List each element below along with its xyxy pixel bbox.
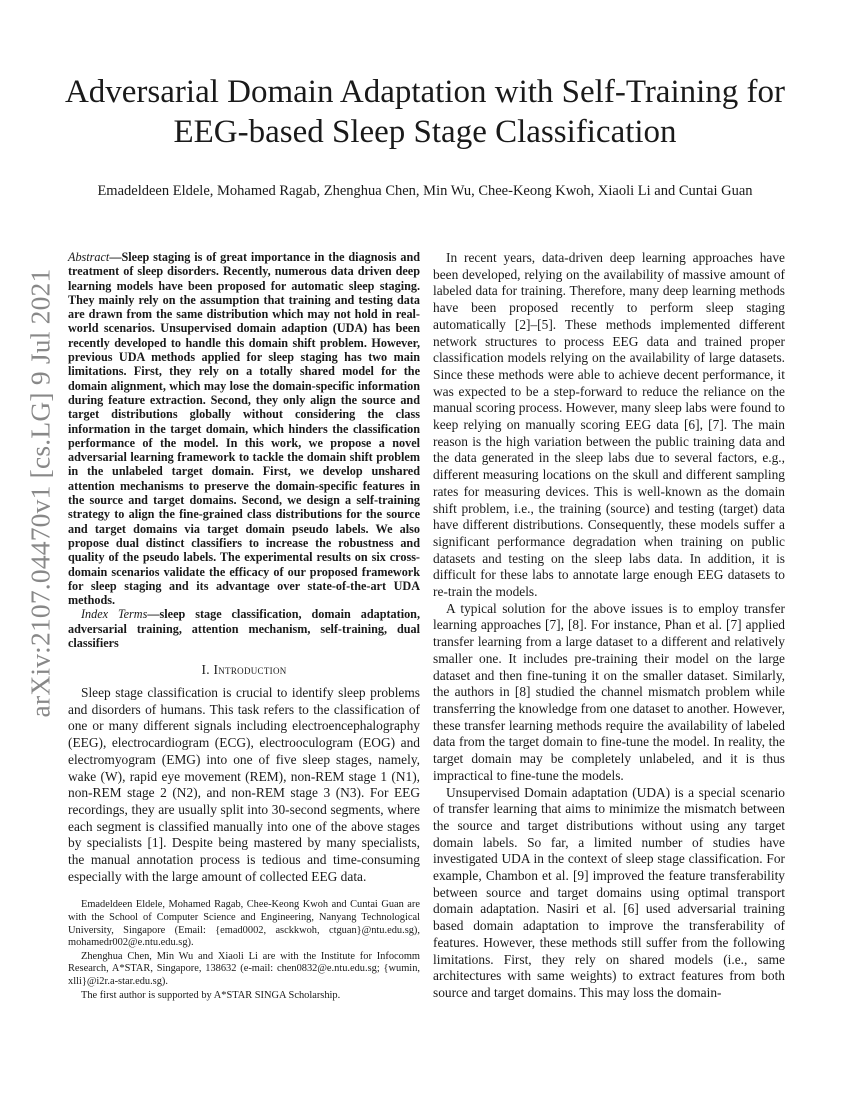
intro-paragraph: Sleep stage classification is crucial to identify sleep problems and disorders of humans. This task refers to the classification of one or many different signals including electroencephalography (EEG), electrocardiogram (ECG), electrooculogram (EOG) and electromyogram (EMG) into one of five sleep stages, namely, wake (W), rapid eye movement (REM), non-REM stage 1 (N1), non-REM stage 2 (N2), and non-REM stage 3 (N3). For EEG recordings, they are usually split into 30-second segments, where each segment is classified manually into one of the above stages by specialists [1]. Despite being mastered by many specialists, the manual annotation process is tedious and time-consuming especially with the large amount of collected EEG data. bbox=[68, 685, 420, 884]
section-heading-introduction: I. Introduction bbox=[201, 662, 287, 678]
body-paragraph: A typical solution for the above issues is to employ transfer learning approaches [7], [8]. For instance, Phan et al. [7] applied transfer learning from a large dataset to a different and relatively smaller one. It includes pre-training their model on the large dataset and then fine-tuning it on the smaller dataset. Similarly, the authors in [8] studied the channel mismatch problem while transferring the knowledge from one dataset to another. However, these transfer learning methods require the availability of labeled data from the target domain to fine-tune the model. In reality, the target domain may be completely unlabeled, and it is thus impractical to fine-tune the models. bbox=[433, 600, 785, 783]
author-list: Emadeldeen Eldele, Mohamed Ragab, Zhenghua Chen, Min Wu, Chee-Keong Kwoh, Xiaoli Li and Cuntai Guan bbox=[97, 183, 753, 199]
footnote-affiliation-ntu: Emadeldeen Eldele, Mohamed Ragab, Chee-Keong Kwoh and Cuntai Guan are with the School of Computer Science and Engineering, Nanyang Technological University, Singapore (Email: {emad0002, asckkwoh, ctguan}@ntu.edu.sg), mohamedr002@e.ntu.edu.sg). bbox=[68, 899, 420, 949]
body-paragraph: In recent years, data-driven deep learning approaches have been developed, relying on the availability of massive amount of labeled data for training. Therefore, many deep learning methods have been proposed recently to perform sleep staging automatically [2]–[5]. These methods implemented different network structures to process EEG data and trained proper classification models relying on the availability of large datasets. Since these methods were able to achieve decent performance, it was expected to be a step-forward to reduce the reliance on the manual scoring process. However, many sleep labs were found to keep relying on manually scoring EEG data [6], [7]. The main reason is the high variation between the public training data and the data generated in the sleep labs due to several factors, e.g., different measuring locations on the skull and different sampling rates for measuring devices. This is well-known as the domain shift problem, i.e., the training (source) and testing (target) data have different distributions. Consequently, these models suffer a significant performance degradation when training on public datasets and testing on the sleep labs data. In addition, it is difficult for these labs to annotate large enough EEG datasets to re-train the models. bbox=[433, 250, 785, 600]
abstract bbox=[68, 250, 420, 607]
abstract-label: Abstract bbox=[68, 250, 110, 264]
paper-title: Adversarial Domain Adaptation with Self-Training for EEG-based Sleep Stage Classification bbox=[64, 74, 786, 150]
left-column bbox=[68, 250, 420, 1003]
footnote-funding: The first author is supported by A*STAR SINGA Scholarship. bbox=[81, 989, 341, 1001]
arxiv-side-stamp bbox=[18, 268, 62, 718]
index-terms bbox=[68, 607, 420, 650]
footnote-affiliation-i2r: Zhenghua Chen, Min Wu and Xiaoli Li are with the Institute for Infocomm Research, A*STAR, Singapore, 138632 (e-mail: chen0832@e.ntu.edu.sg; {wumin, xlli}@i2r.a-star.edu.sg). bbox=[68, 950, 420, 988]
body-paragraph: Unsupervised Domain adaptation (UDA) is a special scenario of transfer learning that aims to minimize the mismatch between the source and target distributions without using any target domain labels. So far, a limited number of studies have investigated UDA in the context of sleep stage classification. For example, Chambon et al. [9] improved the feature transferability between source and target domains using optimal transport domain adaptation. Nasiri et al. [6] used adversarial training based domain adaptation to improve the transferability of features. However, these methods still suffer from the following limitations. First, they rely on shared models (i.e., same architectures with same weights) to extract features from both source and target domains. This may loss the domain- bbox=[433, 784, 785, 1000]
abstract-text: —Sleep staging is of great importance in the diagnosis and treatment of sleep disorders. Recently, numerous data driven deep learning models have been proposed for automatic sleep staging. They mainly rely on the assumption that training and testing data are drawn from the same distribution which may not hold in real-world scenarios. Unsupervised domain adaption (UDA) has been recently developed to handle this domain shift problem. However, previous UDA methods applied for sleep staging has two main limitations. First, they rely on a totally shared model for the domain alignment, which may lose the domain-specific information during feature extraction. Second, they only align the source and target distributions globally without considering the class information in the target domain, which hinders the classification performance of the model. In this work, we propose a novel adversarial learning framework to tackle the domain shift problem in the unlabeled target domain. First, we develop unshared attention mechanisms to preserve the domain-specific features in the source and target domains. Second, we design a self-training strategy to align the fine-grained class distributions for the source and target domains via target domain pseudo labels. We also propose dual distinct classifiers to increase the robustness and quality of the pseudo labels. The experimental results on six cross-domain scenarios validate the efficacy of our proposed framework for sleep staging and its advantage over state-of-the-art UDA methods. bbox=[68, 250, 420, 608]
arxiv-identifier: arXiv:2107.04470v1 [cs.LG] 9 Jul 2021 bbox=[24, 268, 56, 718]
footnotes bbox=[68, 899, 420, 1002]
right-column bbox=[433, 250, 785, 1002]
index-terms-label: Index Terms bbox=[81, 607, 148, 622]
index-terms-text: —sleep stage classification, domain adaptation, adversarial training, attention mechanism, self-training, dual classifiers bbox=[68, 607, 420, 651]
